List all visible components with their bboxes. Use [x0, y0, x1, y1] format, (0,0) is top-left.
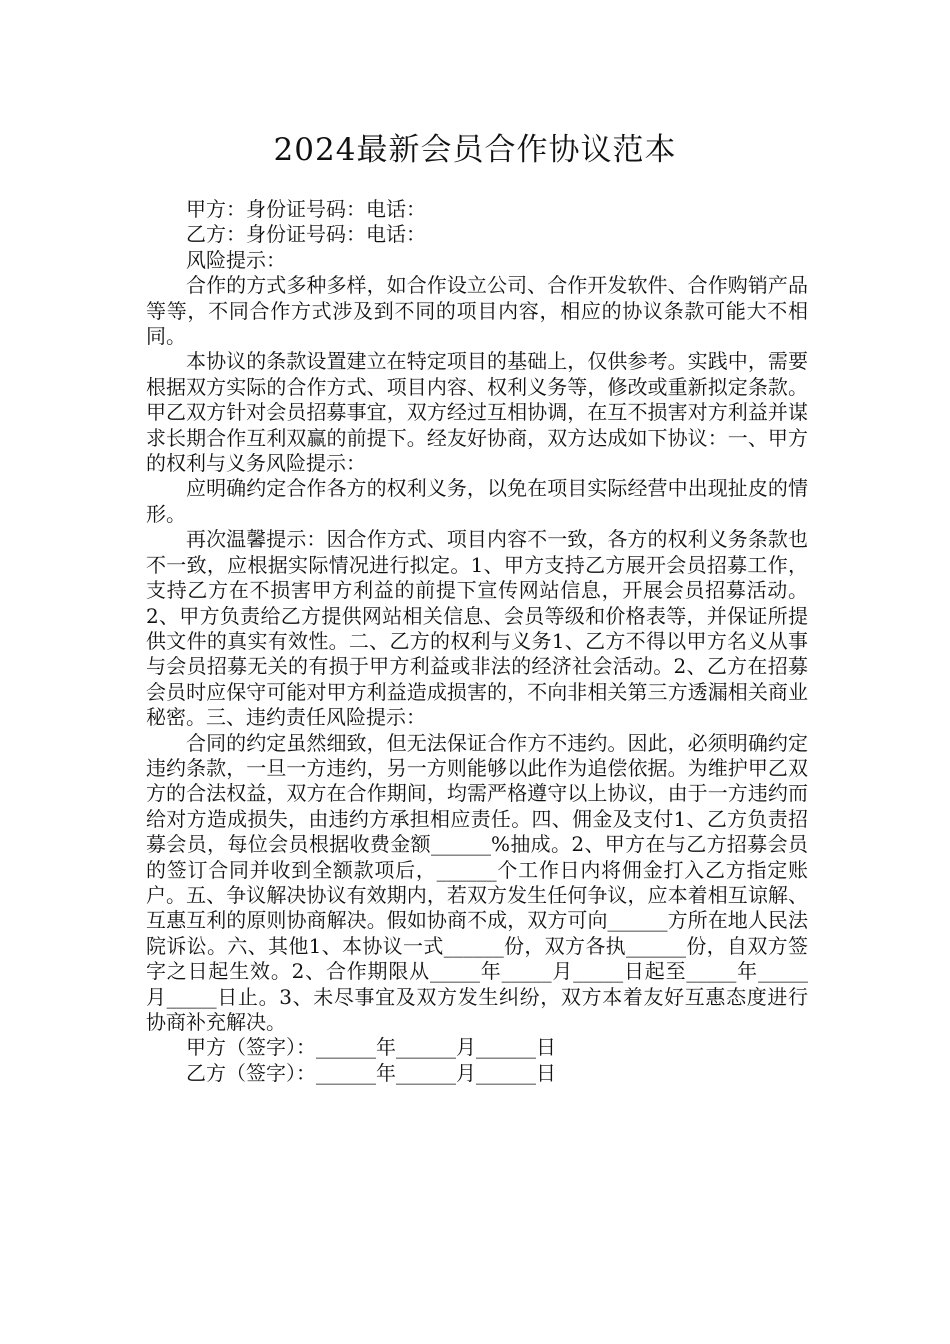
paragraph-rights-obligations-note: 应明确约定合作各方的权利义务，以免在项目实际经营中出现扯皮的情形。	[146, 476, 808, 526]
party-a-signature-line: 甲方（签字）：______年______月______日	[186, 1035, 556, 1060]
party-b-info: 乙方：身份证号码：电话：	[186, 222, 426, 247]
party-b-signature-line: 乙方（签字）：______年______月______日	[186, 1060, 556, 1085]
document-title: 2024最新会员合作协议范本	[273, 132, 677, 168]
party-a-info: 甲方：身份证号码：电话：	[186, 197, 426, 221]
paragraph-party-duties: 再次温馨提示：因合作方式、项目内容不一致，各方的权利义务条款也不一致，应根据实际情况进行拟定。1、甲方支持乙方展开会员招募工作，支持乙方在不损害甲方利益的前提下宣传网站信息，开展会员招募活动。2、甲方负责给乙方提供网站相关信息、会员等级和价格表等，并保证所提供文件的真实有效性。二、乙方的权利与义务1、乙方不得以甲方名义从事与会员招募无关的有损于甲方利益或非法的经济社会活动。2、乙方在招募会员时应保守可能对甲方利益造成损害的，不向非相关第三方透漏相关商业秘密。三、违约责任风险提示：	[146, 527, 808, 730]
risk-notice-heading: 风险提示：	[186, 247, 286, 272]
paragraph-breach-commission-terms: 合同的约定虽然细致，但无法保证合作方不违约。因此，必须明确约定违约条款，一旦一方违约，另一方则能够以此作为追偿依据。为维护甲乙双方的合法权益，双方在合作期间，均需严格遵守以上协议，由于一方违约而给对方造成损失，由违约方承担相应责任。四、佣金及支付1、乙方负责招募会员，每位会员根据收费金额______%抽成。2、甲方在与乙方招募会员的签订合同并收到全额款项后，______个工作日内将佣金打入乙方指定账户。五、争议解决协议有效期内，若双方发生任何争议，应本着相互谅解、互惠互利的原则协商解决。假如协商不成，双方可向______方所在地人民法院诉讼。六、其他1、本协议一式______份，双方各执______份，自双方签字之日起生效。2、合作期限从_____年_____月_____日起至_____年_____月_____日止。3、未尽事宜及双方发生纠纷，双方本着友好互惠态度进行协商补充解决。	[146, 730, 808, 1034]
paragraph-cooperation-methods: 合作的方式多种多样，如合作设立公司、合作开发软件、合作购销产品等等，不同合作方式涉及到不同的项目内容，相应的协议条款可能大不相同。	[146, 273, 808, 349]
paragraph-agreement-basis: 本协议的条款设置建立在特定项目的基础上，仅供参考。实践中，需要根据双方实际的合作方式、项目内容、权利义务等，修改或重新拟定条款。甲乙双方针对会员招募事宜，双方经过互相协调，在互不损害对方利益并谋求长期合作互利双赢的前提下。经友好协商，双方达成如下协议：一、甲方的权利与义务风险提示：	[146, 349, 808, 476]
document-body	[146, 197, 808, 1086]
